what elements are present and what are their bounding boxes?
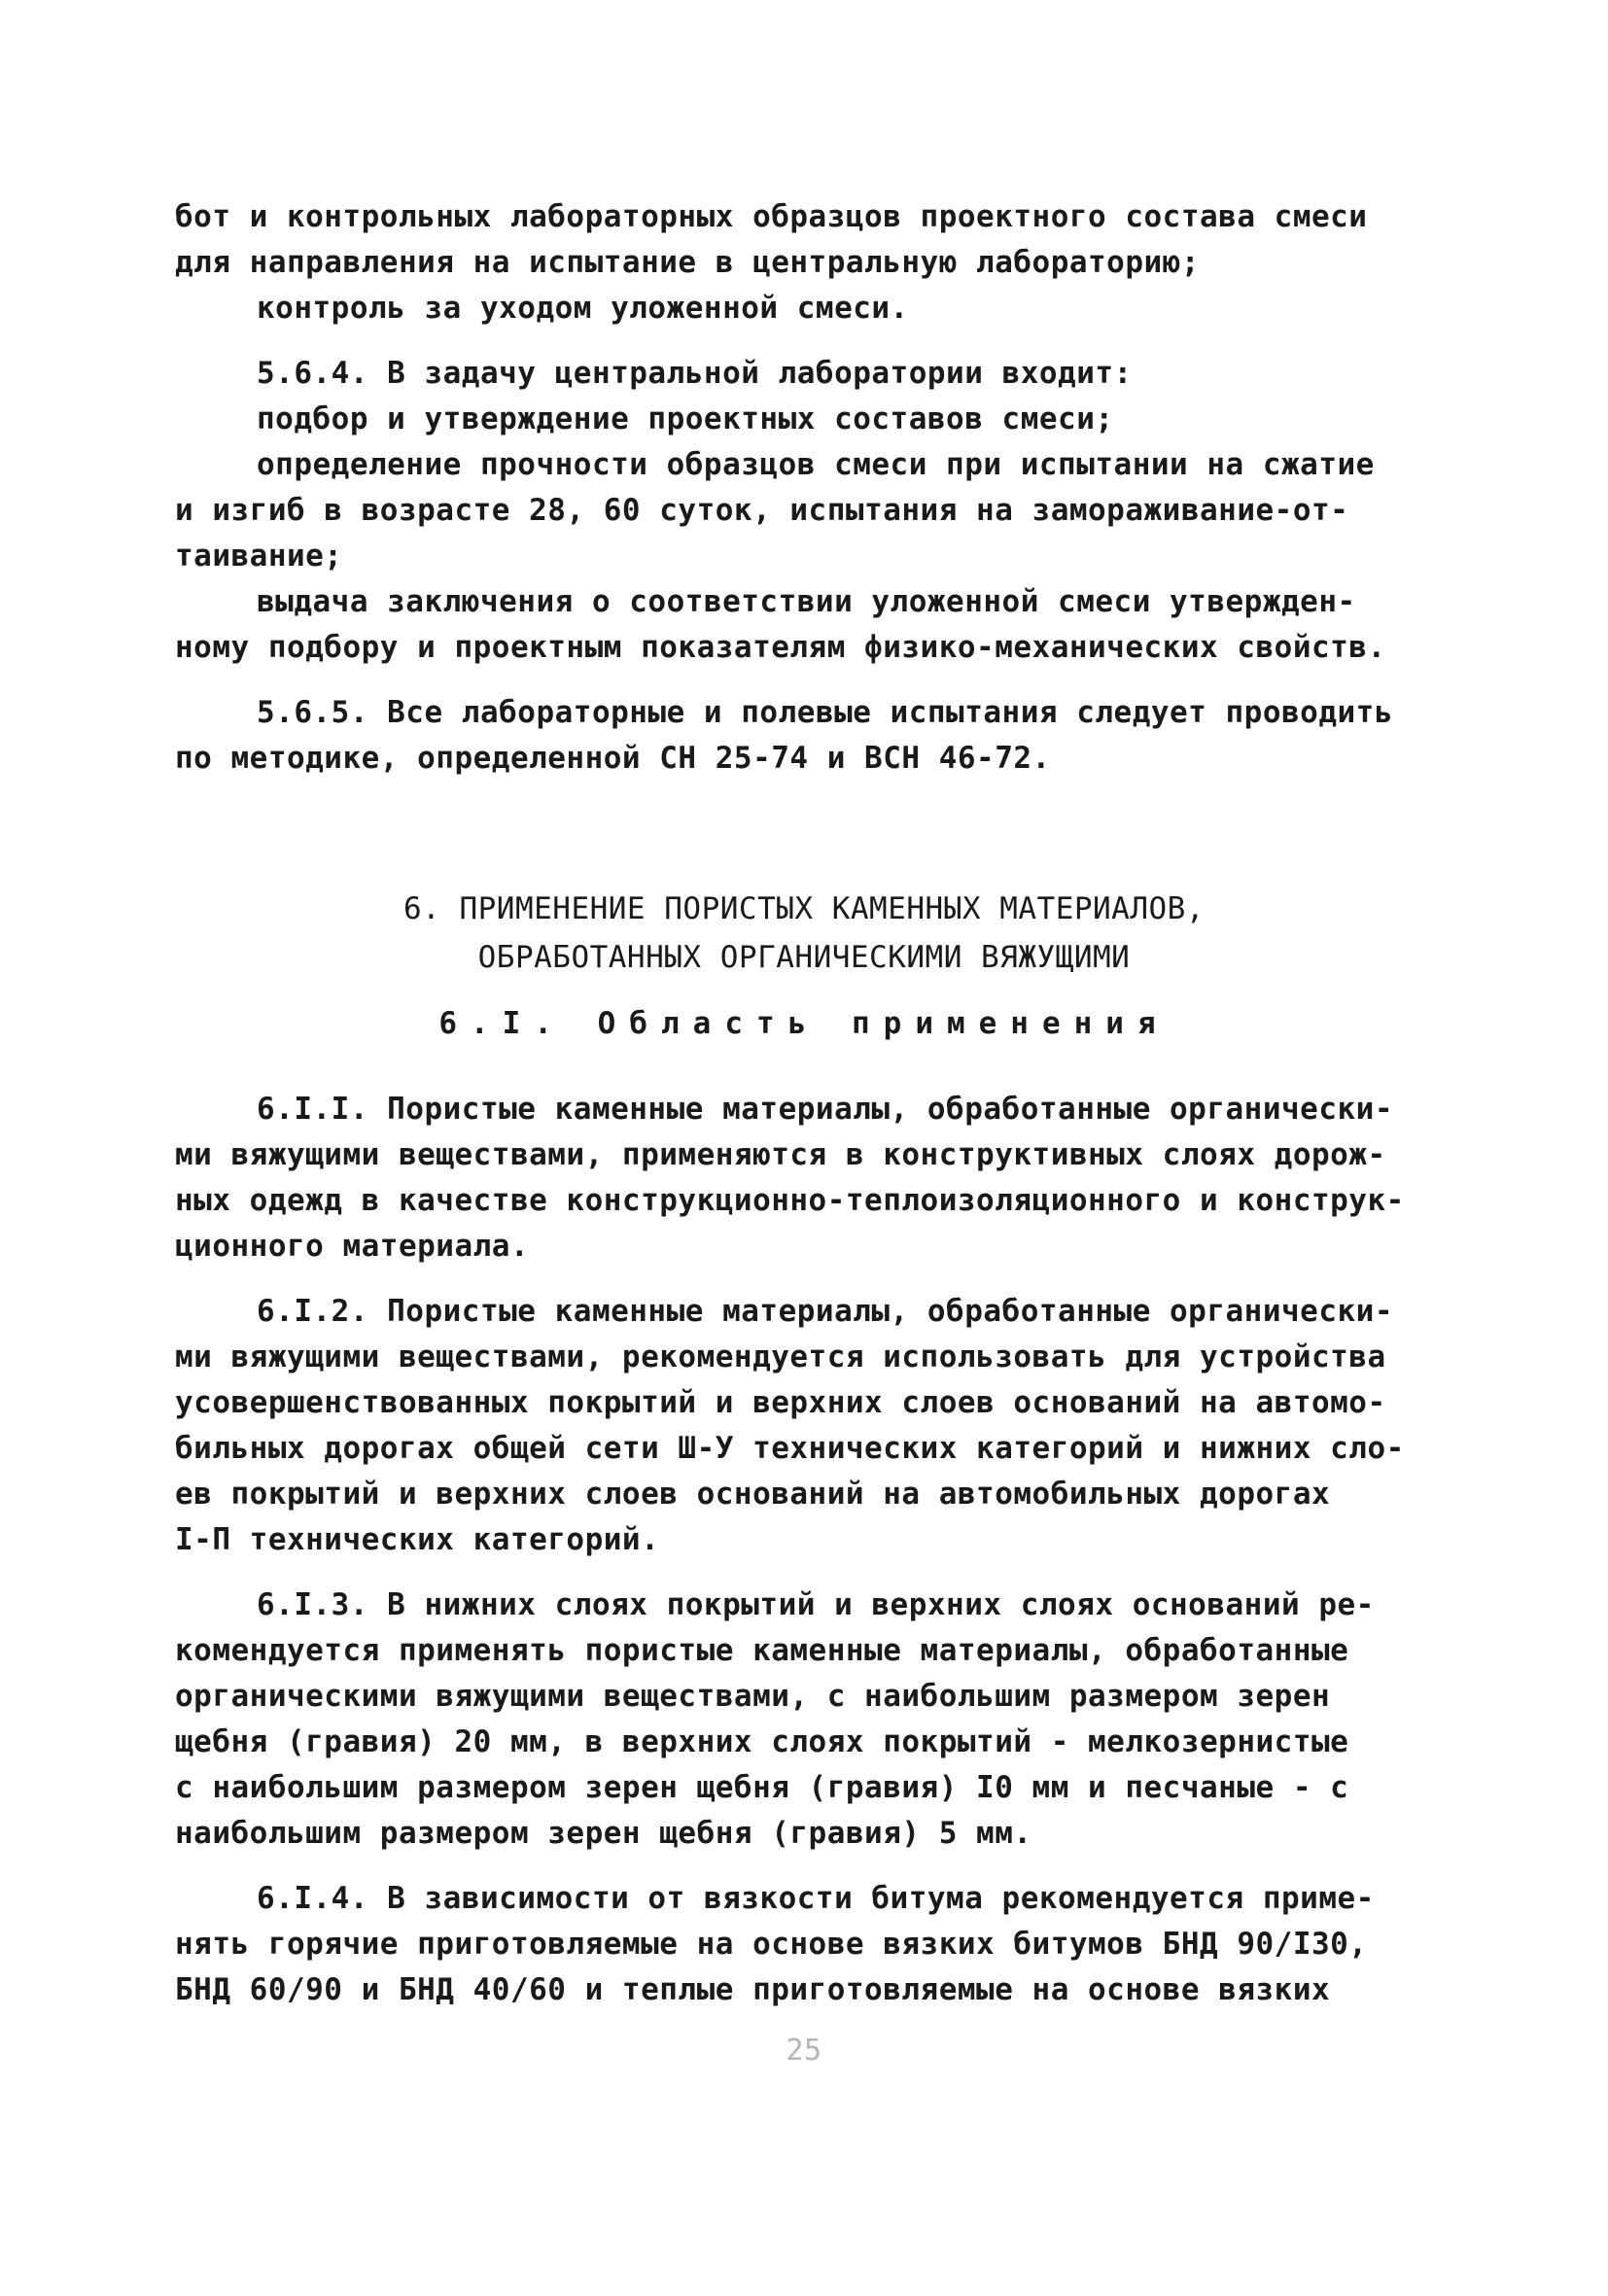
text-block-section-6-1 xyxy=(175,1087,1478,2013)
text-line: ному подбору и проектным показателям физико-механических свойств. xyxy=(175,630,1386,665)
text-line: и изгиб в возрасте 28, 60 суток, испытания на замораживание-от- xyxy=(175,493,1349,528)
section-heading xyxy=(0,885,1608,982)
text-line: ми вяжущими веществами, рекомендуется использовать для устройства xyxy=(175,1339,1386,1374)
text-line: ционного материала. xyxy=(175,1229,530,1264)
text-line: для направления на испытание в центральную лабораторию; xyxy=(175,245,1200,280)
page-number: 25 xyxy=(786,2034,822,2068)
text-line: наибольшим размером зерен щебня (гравия) 5 мм. xyxy=(175,1816,1032,1851)
text-line: выдача заключения о соответствии уложенной смеси утвержден- xyxy=(257,584,1356,619)
text-line: 6.I.2. Пористые каменные материалы, обработанные органически- xyxy=(257,1294,1393,1329)
text-line: подбор и утверждение проектных составов смеси; xyxy=(257,401,1114,436)
text-line: определение прочности образцов смеси при испытании на сжатие xyxy=(257,447,1375,482)
subsection-heading: 6.I. Область применения xyxy=(438,1006,1170,1041)
text-line: бот и контрольных лабораторных образцов проектного состава смеси xyxy=(175,199,1368,234)
paragraph-gap xyxy=(175,1270,1478,1289)
paragraph-gap xyxy=(175,1563,1478,1583)
text-line: нять горячие приготовляемые на основе вязких битумов БНД 90/I30, xyxy=(175,1927,1368,1962)
text-line: 6.I.3. В нижних слоях покрытий и верхних слоях оснований ре- xyxy=(257,1587,1375,1622)
text-line: бильных дорогах общей сети Ш-У технических категорий и нижних сло- xyxy=(175,1431,1405,1466)
paragraph-gap xyxy=(175,671,1478,690)
text-line: контроль за уходом уложенной смеси. xyxy=(257,291,909,326)
text-line: 5.6.4. В задачу центральной лаборатории входит: xyxy=(257,356,1133,391)
text-line: комендуется применять пористые каменные материалы, обработанные xyxy=(175,1633,1349,1668)
text-line: I-П технических категорий. xyxy=(175,1522,660,1557)
text-line: усовершенствованных покрытий и верхних слоев оснований на автомо- xyxy=(175,1385,1386,1420)
text-line: ми вяжущими веществами, применяются в конструктивных слоях дорож- xyxy=(175,1137,1386,1172)
text-line: 5.6.5. Все лабораторные и полевые испытания следует проводить xyxy=(257,695,1393,730)
paragraph-gap xyxy=(175,1857,1478,1876)
text-line: ных одежд в качестве конструкционно-теплоизоляционного и конструк- xyxy=(175,1183,1405,1218)
text-line: таивание; xyxy=(175,539,343,574)
text-line: по методике, определенной СН 25-74 и ВСН 46-72. xyxy=(175,741,1051,776)
text-block-section-5-6 xyxy=(175,194,1478,782)
section-heading-line-1: 6. ПРИМЕНЕНИЕ ПОРИСТЫХ КАМЕННЫХ МАТЕРИАЛОВ, xyxy=(402,891,1206,926)
section-heading-line-2: ОБРАБОТАННЫХ ОРГАНИЧЕСКИМИ ВЯЖУЩИМИ xyxy=(477,940,1131,975)
text-line: 6.I.I. Пористые каменные материалы, обработанные органически- xyxy=(257,1092,1393,1127)
paragraph-gap xyxy=(175,331,1478,351)
text-line: БНД 60/90 и БНД 40/60 и теплые приготовляемые на основе вязких xyxy=(175,1972,1331,2007)
text-line: органическими вяжущими веществами, с наибольшим размером зерен xyxy=(175,1679,1331,1714)
text-line: ев покрытий и верхних слоев оснований на автомобильных дорогах xyxy=(175,1477,1331,1512)
text-line: с наибольшим размером зерен щебня (гравия) I0 мм и песчаные - с xyxy=(175,1770,1349,1805)
text-line: 6.I.4. В зависимости от вязкости битума рекомендуется приме- xyxy=(257,1881,1375,1916)
text-line: щебня (гравия) 20 мм, в верхних слоях покрытий - мелкозернистые xyxy=(175,1724,1349,1759)
